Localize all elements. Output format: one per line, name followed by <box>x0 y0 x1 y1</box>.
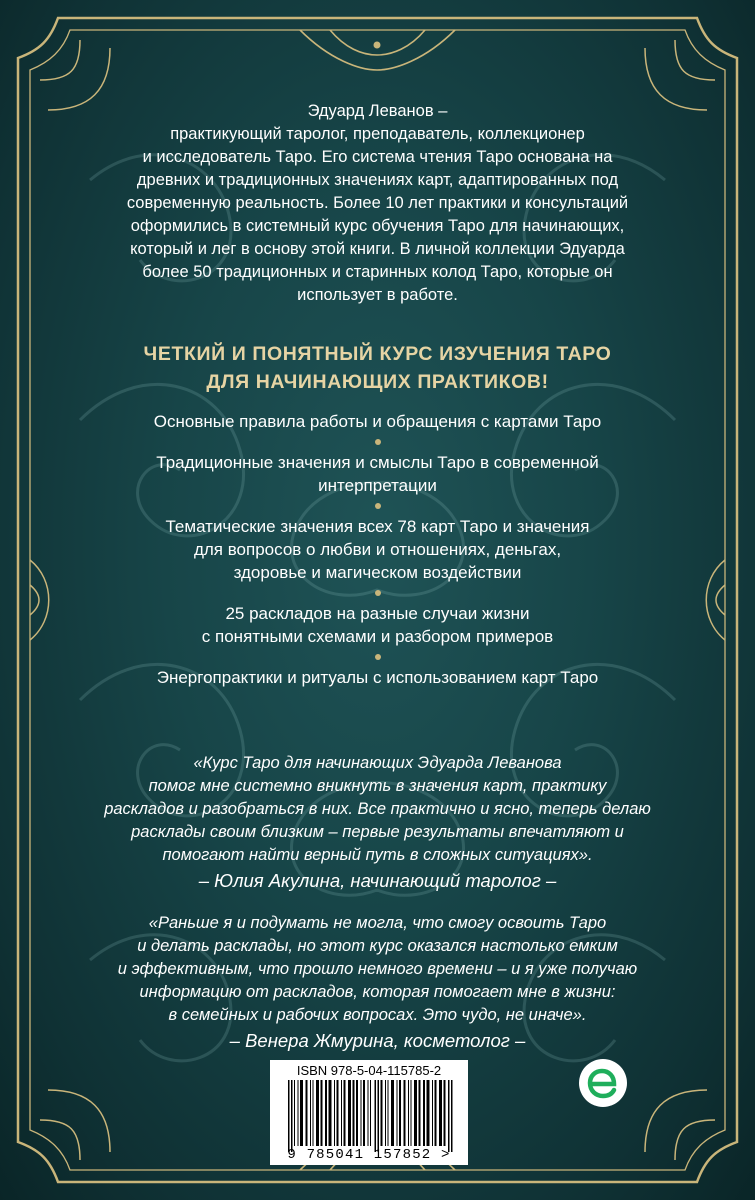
barcode-bar <box>298 1080 299 1146</box>
bullet-dot-icon <box>375 590 381 596</box>
feature-line: Энергопрактики и ритуалы с использованием карт Таро <box>156 668 599 687</box>
bio-line: использует в работе. <box>297 286 458 304</box>
barcode-bar <box>448 1080 450 1152</box>
quote-author: – Венера Жмурина, косметолог – <box>229 1030 526 1051</box>
barcode-bar <box>419 1080 421 1146</box>
quote-line: и делать расклады, но этот курс оказался настолько емким <box>137 937 618 955</box>
barcode-bar <box>411 1080 412 1146</box>
feature-line: 25 раскладов на разные случаи жизни <box>225 604 530 623</box>
isbn-barcode <box>270 1060 468 1165</box>
barcode-bar <box>423 1080 425 1146</box>
barcode-bar <box>432 1080 433 1146</box>
barcode-bar <box>361 1080 362 1146</box>
barcode-bar <box>397 1080 398 1146</box>
barcode-bar <box>435 1080 437 1146</box>
feature-line: здоровье и магическом воздействии <box>233 563 522 582</box>
quote-line: информацию от раскладов, которая помогает мне в жизни: <box>139 983 616 1001</box>
barcode-bar <box>321 1080 323 1146</box>
bullet-dot-icon <box>375 439 381 445</box>
barcode-bar <box>414 1080 417 1146</box>
barcode-bar <box>344 1080 346 1146</box>
quote-line: «Раньше я и подумать не могла, что смогу освоить Таро <box>148 914 607 932</box>
barcode-bar <box>404 1080 406 1146</box>
headline-line-1: ЧЕТКИЙ И ПОНЯТНЫЙ КУРС ИЗУЧЕНИЯ ТАРО <box>143 343 612 365</box>
barcode-bar <box>370 1080 371 1146</box>
barcode-bar <box>427 1080 430 1146</box>
feature-item <box>60 666 695 689</box>
barcode-bar <box>325 1080 327 1146</box>
bio-line: и исследователь Таро. Его система чтения Таро основана на <box>142 148 613 166</box>
barcode-bar <box>288 1080 290 1152</box>
feature-line: Традиционные значения и смыслы Таро в современной <box>156 453 599 472</box>
feature-item <box>60 451 695 497</box>
bio-line: Эдуард Леванов – <box>307 102 448 120</box>
barcode-bar <box>316 1080 319 1146</box>
feature-item <box>60 602 695 648</box>
testimonial-2 <box>60 912 695 1052</box>
bio-line: который и лег в основу этой книги. В личной коллекции Эдуарда <box>130 240 625 258</box>
barcode-bar <box>388 1080 389 1146</box>
barcode-bar <box>391 1080 394 1146</box>
quote-line: расклады своим близким – первые результаты впечатляют и <box>131 823 624 841</box>
feature-item <box>60 410 695 433</box>
bio-line: современную реальность. Более 10 лет практики и консультаций <box>126 194 629 212</box>
headline-line-2: ДЛЯ НАЧИНАЮЩИХ ПРАКТИКОВ! <box>206 371 549 393</box>
barcode-bar <box>381 1080 383 1146</box>
author-bio <box>60 100 695 307</box>
barcode-bar <box>329 1080 332 1146</box>
barcode-bar <box>368 1080 369 1146</box>
barcode-bar <box>375 1080 377 1152</box>
bio-line: практикующий таролог, преподаватель, коллекционер <box>170 125 585 143</box>
feature-item <box>60 515 695 584</box>
barcode-bar <box>363 1080 365 1146</box>
headline <box>60 340 695 396</box>
feature-line: для вопросов о любви и отношениях, деньгах, <box>193 540 562 559</box>
quote-line: помогают найти верный путь в сложных ситуациях». <box>162 846 593 864</box>
barcode-bar <box>408 1080 409 1146</box>
feature-line: с понятными схемами и разбором примеров <box>201 627 554 646</box>
feature-line: Тематические значения всех 78 карт Таро и значения <box>165 517 590 536</box>
barcode-bar <box>356 1080 358 1146</box>
barcode-bar <box>378 1080 380 1152</box>
barcode-bar <box>294 1080 295 1146</box>
barcode-bar <box>348 1080 351 1146</box>
barcode-bar <box>385 1080 386 1146</box>
barcode-bar <box>337 1080 339 1146</box>
publisher-logo-icon <box>577 1057 629 1109</box>
bio-line: более 50 традиционных и старинных колод Таро, которые он <box>142 263 613 281</box>
barcode-bar <box>291 1080 293 1152</box>
barcode-bar <box>341 1080 342 1146</box>
quote-line: помог мне системно вникнуть в значения карт, практику <box>148 777 607 795</box>
testimonial-1 <box>60 752 695 892</box>
barcode-bar <box>300 1080 303 1146</box>
barcode-bar <box>444 1080 446 1146</box>
barcode-bar <box>451 1080 453 1152</box>
barcode-digits: 9 785041 157852 > <box>287 1147 451 1163</box>
feature-line: Основные правила работы и обращения с картами Таро <box>153 412 602 431</box>
quote-line: раскладов и разобраться в них. Все практично и ясно, теперь делаю <box>104 800 651 818</box>
quote-line: «Курс Таро для начинающих Эдуарда Леванова <box>193 754 562 772</box>
barcode-bar <box>313 1080 314 1146</box>
quote-line: в семейных и рабочих вопросах. Это чудо, не иначе». <box>168 1006 587 1024</box>
barcode-bar <box>334 1080 335 1146</box>
quote-line: и эффективным, что прошло немного времени – и я уже получаю <box>117 960 638 978</box>
features-list <box>60 410 695 689</box>
barcode-bar <box>306 1080 308 1146</box>
bullet-dot-icon <box>375 503 381 509</box>
quote-author: – Юлия Акулина, начинающий таролог – <box>198 870 557 891</box>
feature-line: интерпретации <box>318 476 437 495</box>
barcode-bar <box>399 1080 401 1146</box>
isbn-label: ISBN 978-5-04-115785-2 <box>296 1063 442 1078</box>
bio-line: оформились в системный курс обучения Таро для начинающих, <box>130 217 625 235</box>
barcode-bar <box>439 1080 442 1146</box>
bullet-dot-icon <box>375 654 381 660</box>
barcode-bar <box>310 1080 311 1146</box>
bio-line: древних и традиционных значениях карт, адаптированных под <box>136 171 619 189</box>
barcode-bar <box>353 1080 355 1146</box>
